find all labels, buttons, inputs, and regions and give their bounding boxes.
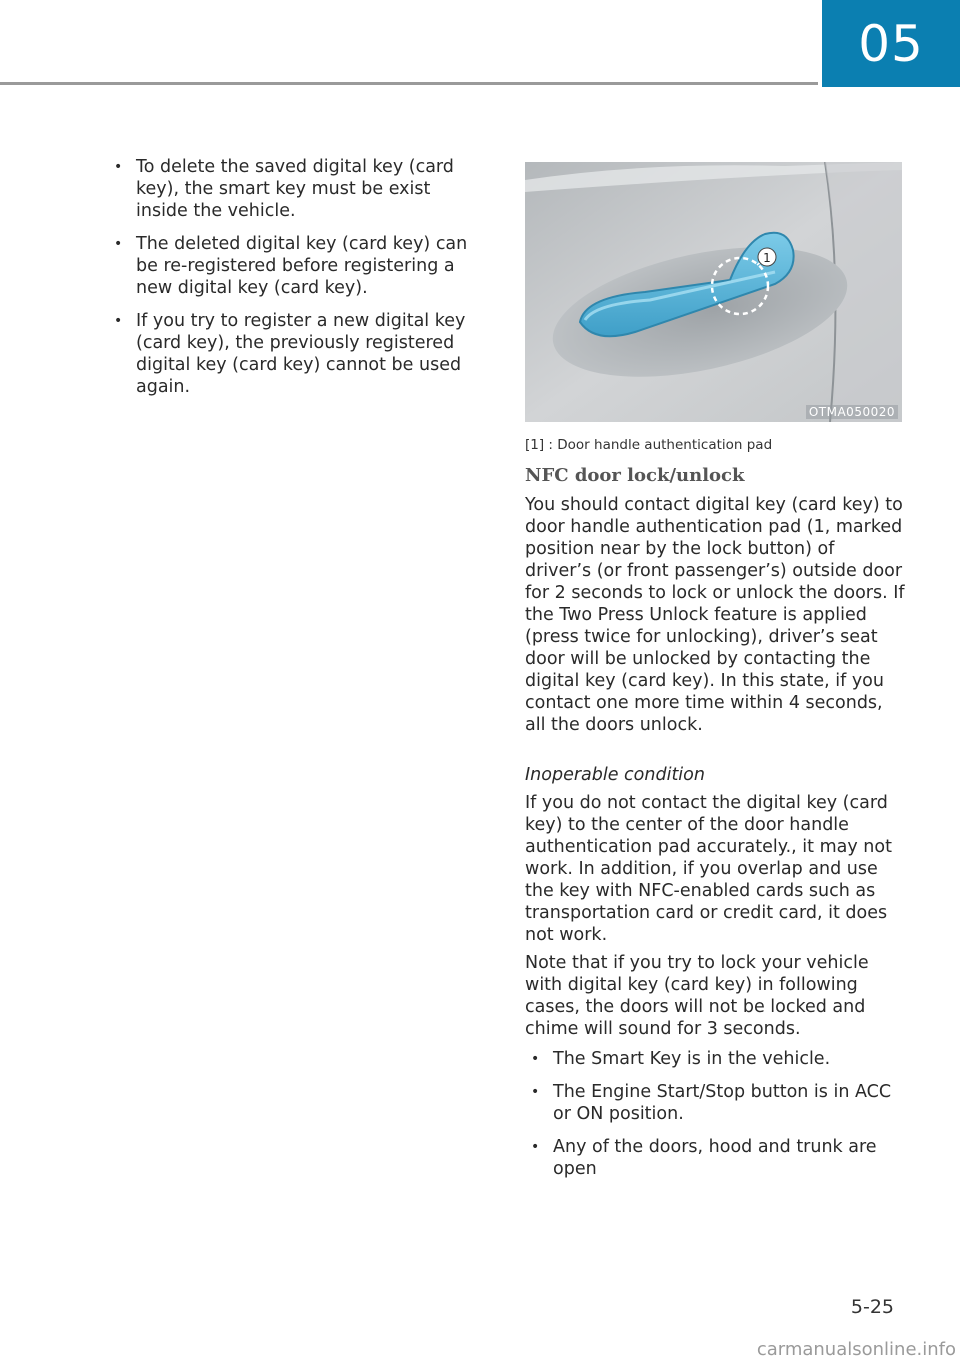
bullet-icon: • bbox=[114, 236, 123, 252]
figure-caption: [1] : Door handle authentication pad bbox=[525, 437, 773, 453]
right-bullet-list bbox=[525, 1048, 905, 1180]
bullet-icon: • bbox=[531, 1051, 540, 1067]
section-paragraph-3: Note that if you try to lock your vehicle with digital key (card key) in following cases, the doors will not be locked and chime will sound for 3 seconds. bbox=[525, 953, 869, 1039]
list-item bbox=[525, 1048, 905, 1070]
right-column bbox=[525, 162, 905, 1191]
watermark-link[interactable]: carmanualsonline.info bbox=[756, 1339, 956, 1360]
left-column bbox=[108, 156, 480, 409]
sub-heading: Inoperable condition bbox=[525, 765, 705, 785]
door-handle-illustration bbox=[525, 162, 902, 422]
list-item-text: The Smart Key is in the vehicle. bbox=[553, 1049, 831, 1069]
list-item-text: To delete the saved digital key (card key), the smart key must be exist inside the vehicle. bbox=[136, 157, 454, 221]
door-handle-figure bbox=[525, 162, 902, 422]
list-item-text: The Engine Start/Stop button is in ACC or ON position. bbox=[553, 1082, 892, 1124]
list-item-text: Any of the doors, hood and trunk are open bbox=[553, 1137, 877, 1179]
list-item bbox=[108, 233, 480, 299]
list-item-text: The deleted digital key (card key) can be re-registered before registering a new digital key (card key). bbox=[136, 234, 468, 298]
list-item bbox=[525, 1081, 905, 1125]
header-rule bbox=[0, 82, 818, 85]
bullet-icon: • bbox=[531, 1084, 540, 1100]
left-bullet-list bbox=[108, 156, 480, 398]
chapter-tab bbox=[822, 0, 960, 87]
list-item bbox=[108, 310, 480, 398]
bullet-icon: • bbox=[531, 1139, 540, 1155]
section-paragraph-1: You should contact digital key (card key) to door handle authentication pad (1, marked position near by the lock button) of driver’s (or front passenger’s) outside door for 2 seconds to lock or unlock the doors. If the Two Press Unlock feature is applied (press twice for unlocking), driver’s seat door will be unlocked by contacting the digital key (card key). In this state, if you contact one more time within 4 seconds, all the doors unlock. bbox=[525, 495, 905, 735]
page-number: 5-25 bbox=[850, 1296, 894, 1318]
bullet-icon: • bbox=[114, 159, 123, 175]
figure-code: OTMA050020 bbox=[806, 405, 898, 419]
section-heading: NFC door lock/unlock bbox=[525, 465, 745, 486]
chapter-number: 05 bbox=[858, 14, 924, 73]
list-item-text: If you try to register a new digital key (card key), the previously registered digital key (card key) cannot be used again. bbox=[136, 311, 466, 397]
callout-number: 1 bbox=[763, 251, 771, 265]
list-item bbox=[525, 1136, 905, 1180]
list-item bbox=[108, 156, 480, 222]
section-paragraph-2: If you do not contact the digital key (card key) to the center of the door handle authentication pad accurately., it may not work. In addition, if you overlap and use the key with NFC-enabled cards such as transportation card or credit card, it does not work. bbox=[525, 793, 892, 945]
bullet-icon: • bbox=[114, 313, 123, 329]
